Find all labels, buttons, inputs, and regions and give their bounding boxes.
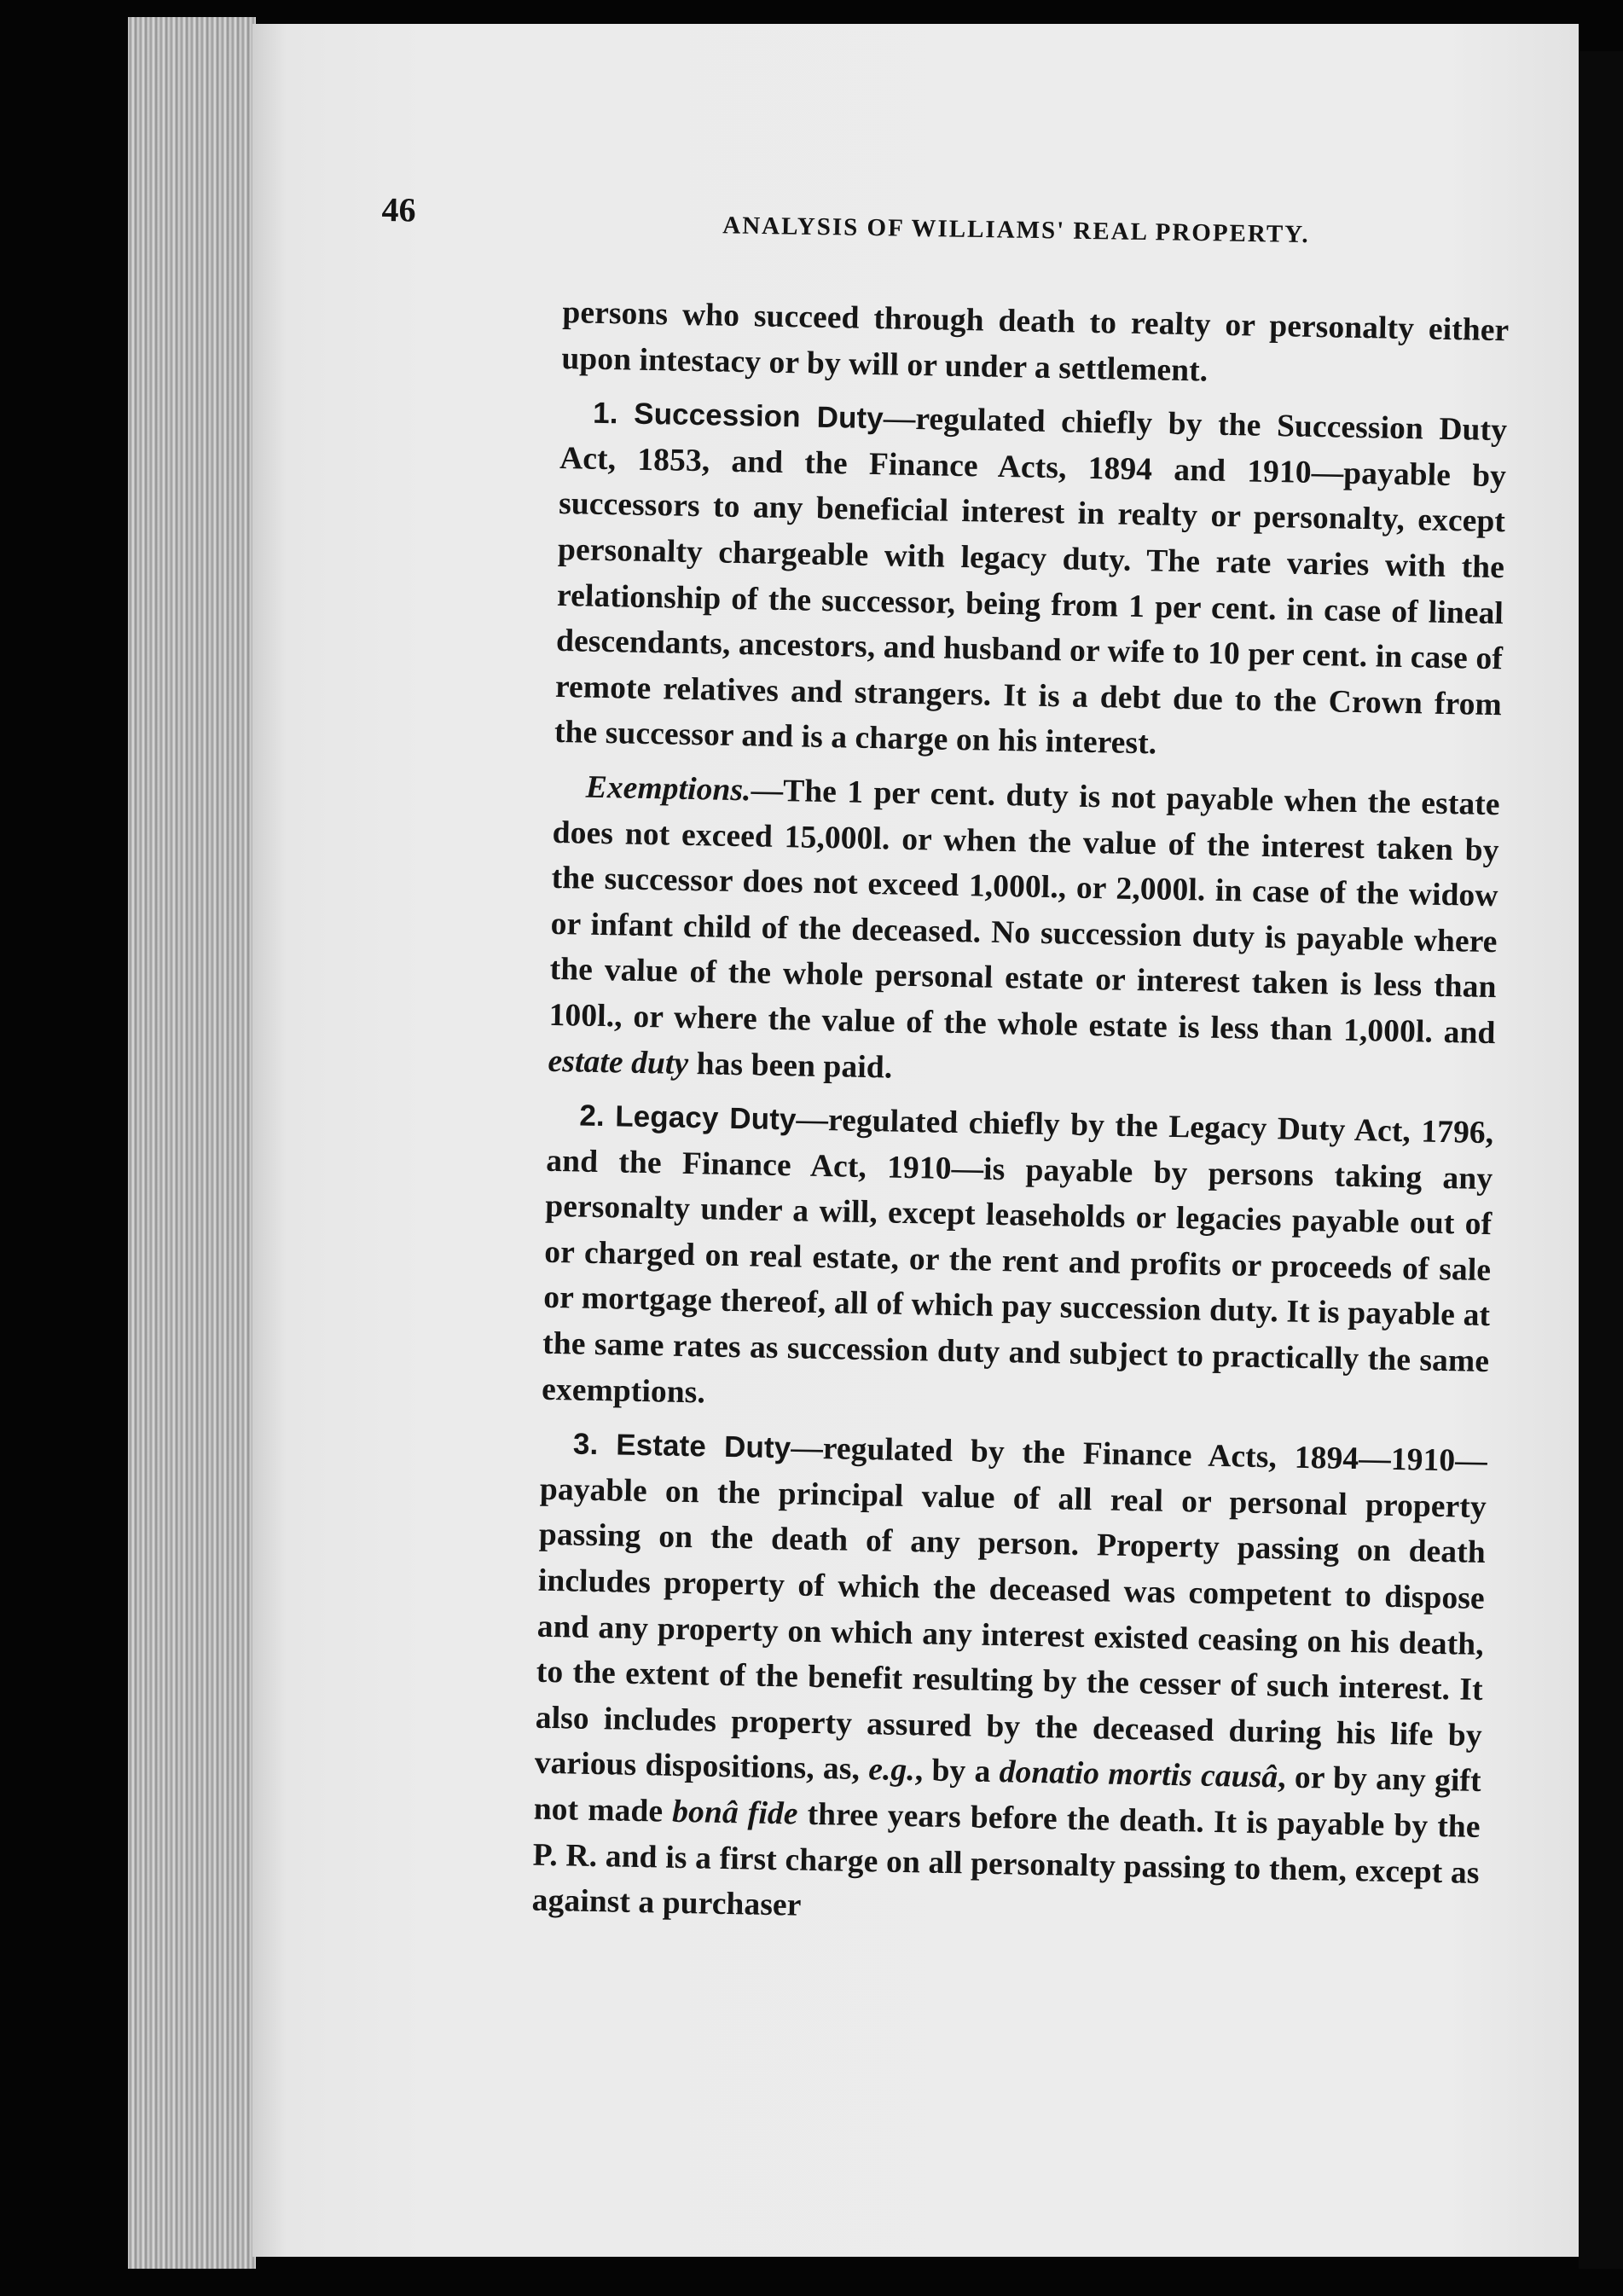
section-number: 2.	[579, 1099, 606, 1134]
italic-term: donatio mortis causâ	[999, 1754, 1278, 1795]
paragraph-text: has been paid.	[687, 1046, 893, 1086]
paragraph-text: three years before the death. It is payable by the P. R. and is a first charge on all personalty passing to them, except as against a purchaser	[531, 1796, 1481, 1923]
body-text	[531, 290, 1510, 1951]
paragraph-text: persons who succeed through death to realty or personalty either upon intestacy or by will or under a settlement.	[561, 294, 1510, 389]
section-heading: Estate Duty	[615, 1428, 791, 1465]
paragraph-continuation	[561, 290, 1510, 399]
italic-term: bonâ fide	[671, 1794, 798, 1832]
paragraph-text: —The 1 per cent. duty is not payable when the estate does not exceed 15,000l. or when the value of the interest taken by the successor does not exceed 1,000l., or 2,000l. in case of the widow or infant child of the deceased. No succession duty is payable where the value of the whole personal estate or interest taken is less than 100l., or where the value of the whole estate is less than 1,000l. and	[548, 773, 1501, 1052]
paragraph-text: , or by any gift not made	[533, 1760, 1482, 1829]
running-head: ANALYSIS OF WILLIAMS' REAL PROPERTY.	[722, 212, 1310, 249]
paragraph-estate-duty	[531, 1421, 1487, 1942]
paragraph-succession-duty	[554, 390, 1508, 774]
section-number: 1.	[592, 396, 618, 431]
paragraph-legacy-duty	[542, 1093, 1494, 1430]
paragraph-text: —regulated chiefly by the Succession Duty Act, 1853, and the Finance Acts, 1894 and 1910—payable by successors to any beneficial interest in realty or personalty, except personalty chargeable with legacy duty. The rate varies with the relationship of the successor, being from 1 per cent. in case of lineal descendants, ancestors, and husband or wife to 10 per cent. in case of remote relatives and strangers. It is a debt due to the Crown from the successor and is a charge on his interest.	[554, 401, 1508, 762]
paragraph-exemptions	[548, 764, 1500, 1102]
italic-term: estate duty	[548, 1043, 689, 1081]
paragraph-text: —regulated by the Finance Acts, 1894—1910—payable on the principal value of all real or personal property passing on the death of any person. Property passing on death includes property of which the deceased was competent to dispose and any property on which any interest existed ceasing on his death, to the extent of the benefit resulting by the cesser of such interest. It also includes property assured by the deceased during his life by various dispositions, as,	[534, 1430, 1488, 1788]
page-number: 46	[381, 189, 416, 229]
book-page-edges	[128, 17, 256, 2269]
section-heading: Succession Duty	[633, 397, 884, 436]
paragraph-lead: Exemptions.	[585, 769, 752, 809]
paragraph-text: , by a	[914, 1753, 1000, 1790]
section-number: 3.	[572, 1427, 599, 1462]
paragraph-text: —regulated chiefly by the Legacy Duty Act, 1796, and the Finance Act, 1910—is payable by persons taking any personalty under a will, except leaseholds or legacies payable out of or charged on real estate, or the rent and profits or proceeds of sale or mortgage thereof, all of which pay succession duty. It is payable at the same rates as succession duty and subject to practically the same exemptions.	[541, 1102, 1494, 1411]
scan-right-shadow	[1579, 51, 1623, 2269]
italic-term: e.g.	[867, 1752, 916, 1789]
section-heading: Legacy Duty	[614, 1099, 797, 1137]
